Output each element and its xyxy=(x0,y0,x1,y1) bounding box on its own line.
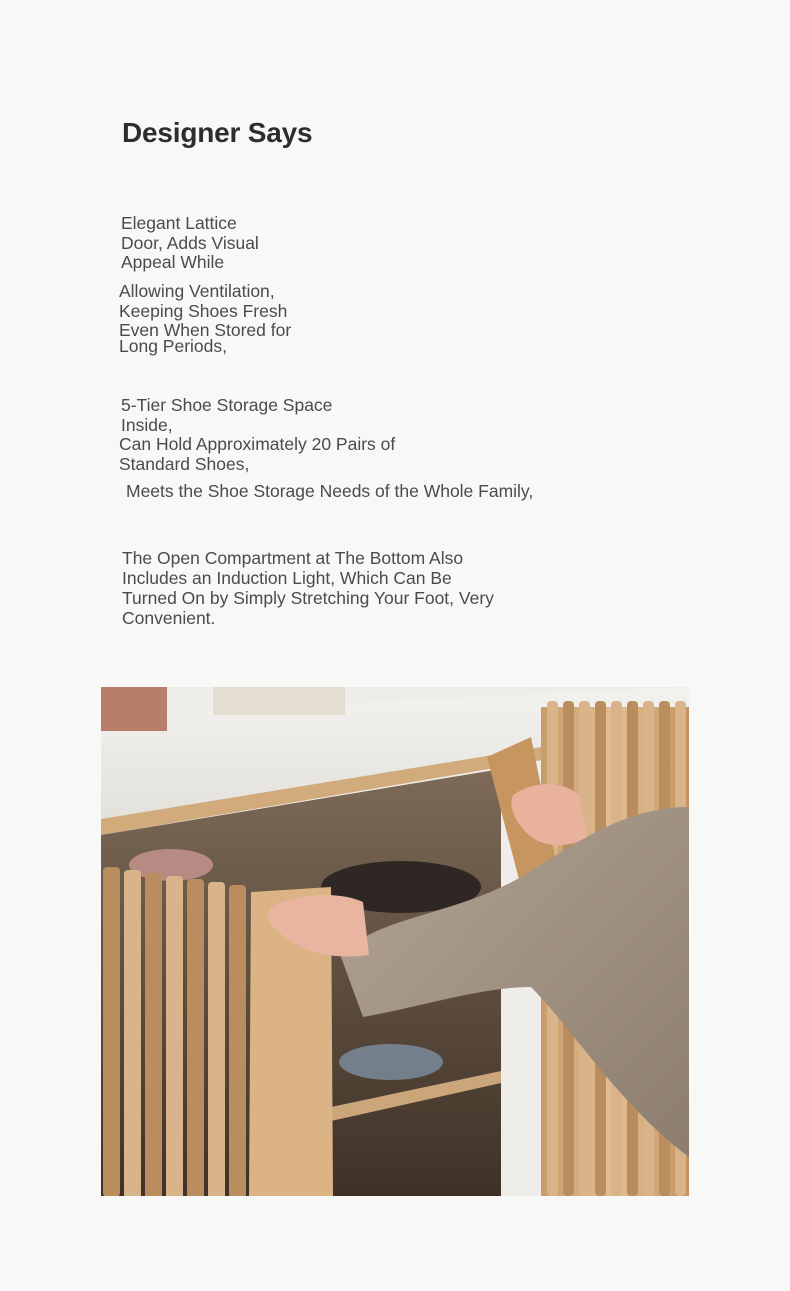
text-line: Appeal While xyxy=(121,252,225,272)
text-line: Can Hold Approximately 20 Pairs of xyxy=(119,434,396,454)
product-photo xyxy=(101,687,689,1196)
feature-paragraph-ventilation xyxy=(119,282,291,356)
feature-paragraph-storage xyxy=(119,396,395,474)
lattice-door-left xyxy=(103,867,246,1196)
text-line: Elegant Lattice xyxy=(121,213,237,233)
text-line: Standard Shoes, xyxy=(119,453,250,474)
text-line: Turned On by Simply Stretching Your Foot, Very xyxy=(122,588,494,608)
text-line: Keeping Shoes Fresh xyxy=(119,300,288,321)
text-line: Allowing Ventilation, xyxy=(119,281,275,301)
lattice-slat xyxy=(229,885,246,1196)
text-line: Long Periods, xyxy=(119,335,227,356)
vase xyxy=(101,687,167,731)
shoe-cabinet-illustration xyxy=(101,687,689,1196)
text-line: Door, Adds Visual xyxy=(121,232,259,253)
lattice-slat xyxy=(166,876,183,1196)
book-stack xyxy=(213,687,345,715)
lattice-slat xyxy=(103,867,120,1196)
lattice-slat xyxy=(145,873,162,1196)
text-line: Even When Stored for xyxy=(119,320,292,340)
text-line: The Open Compartment at The Bottom Also xyxy=(122,548,464,568)
page-title: Designer Says xyxy=(122,117,313,148)
text-line: Inside, xyxy=(121,414,173,435)
text-line: 5-Tier Shoe Storage Space xyxy=(121,395,333,415)
shoe xyxy=(339,1044,443,1080)
feature-paragraph-lattice xyxy=(121,214,259,273)
lattice-slat xyxy=(187,879,204,1196)
text-line: Convenient. xyxy=(122,608,216,628)
lattice-slat xyxy=(208,882,225,1196)
feature-paragraph-induction-light xyxy=(122,548,494,628)
text-line: Meets the Shoe Storage Needs of the Whole Family, xyxy=(126,481,534,501)
lattice-slat xyxy=(124,870,141,1196)
feature-paragraph-family xyxy=(126,482,533,502)
text-line: Includes an Induction Light, Which Can Be xyxy=(122,568,452,588)
